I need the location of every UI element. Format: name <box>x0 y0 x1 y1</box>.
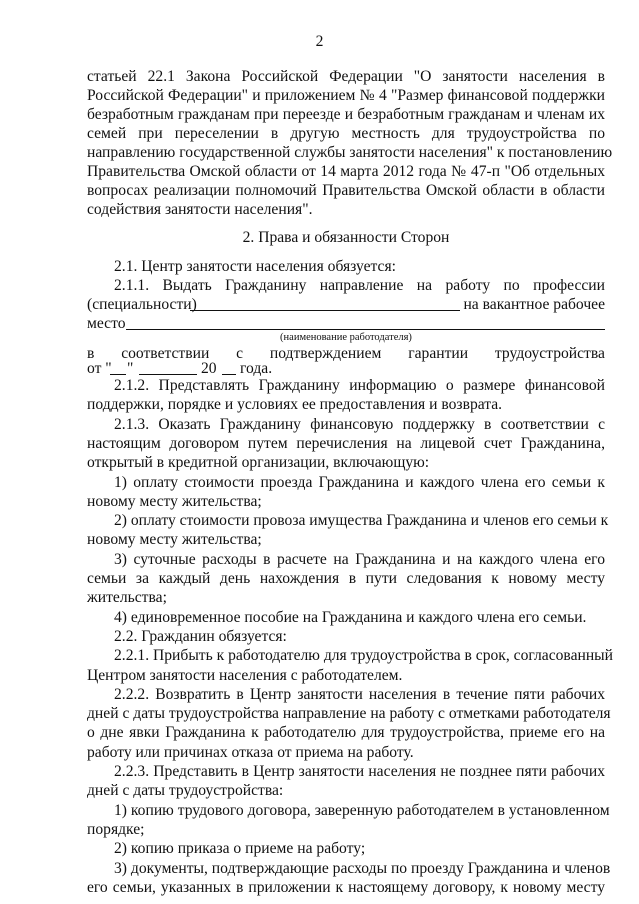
body-line: 3) документы, подтверждающие расходы по проезду Гражданина и членов <box>114 859 611 877</box>
date-year-blank <box>222 374 236 375</box>
intro-line: Правительства Омской области от 14 марта 2012 года № 47-п "Об отдельных <box>87 163 605 180</box>
body-line: 1) копию трудового договора, заверенную работодателем в установленном <box>114 801 610 819</box>
guarantee-word: с <box>236 345 244 362</box>
date-god: года. <box>240 360 273 377</box>
body-line: 2.2.2. Возвратить в Центр занятости населения в течение пяти рабочих <box>114 685 605 703</box>
guarantee-word: соответствии <box>121 345 210 362</box>
body-line: порядке; <box>87 820 145 838</box>
clause-2-1-1: 2.1.1. Выдать Гражданину направление на работу по профессии <box>114 277 605 294</box>
specialty-label: (специальности) <box>87 296 197 313</box>
body-line: новому месту жительства; <box>87 492 262 510</box>
body-line: 2.1.2. Представлять Гражданину информацию о размере финансовой <box>114 377 605 394</box>
body-line: о дне явки Гражданина к работодателю для трудоустройства, приеме его на <box>87 724 605 742</box>
body-line: 3) суточные расходы в расчете на Гражданина и на каждого члена его <box>114 550 605 568</box>
body-line: 2) копию приказа о приеме на работу; <box>114 840 366 858</box>
date-month-blank <box>139 374 197 375</box>
employer-caption: (наименование работодателя) <box>280 332 412 343</box>
intro-line: статьей 22.1 Закона Российской Федерации "О занятости населения в <box>87 68 605 85</box>
intro-line: вопросах реализации полномочий Правительства Омской области в области <box>87 182 605 199</box>
body-line: 1) оплату стоимости проезда Гражданина и каждого члена его семьи к <box>114 473 605 491</box>
obligations-heading: 2.1. Центр занятости населения обязуется: <box>114 258 396 275</box>
body-line: 2.2. Гражданин обязуется: <box>114 627 287 645</box>
date-year: 20 <box>201 360 217 377</box>
intro-line: направлению государственной службы занятости населения" к постановлению <box>87 144 613 161</box>
body-line: 4) единовременное пособие на Гражданина и каждого члена его семьи. <box>114 608 587 626</box>
body-line: новому месту жительства; <box>87 531 262 549</box>
place-label: место <box>87 315 126 332</box>
body-line: 2) оплату стоимости провоза имущества Гражданина и членов его семьи к <box>114 512 609 530</box>
body-line: работу или причинах отказа от приема на работу. <box>87 743 414 761</box>
body-line: его семьи, указанных в приложении к настоящему договору, к новому месту <box>87 878 605 896</box>
date-quote: " <box>127 360 134 377</box>
intro-line: Российской Федерации" и приложением № 4 "Размер финансовой поддержки <box>87 87 605 104</box>
intro-line: содействия занятости населения". <box>87 201 313 218</box>
body-line: Центром занятости населения с работодателем. <box>87 666 403 684</box>
body-line: 2.1.3. Оказать Гражданину финансовую поддержку в соответствии с <box>114 415 605 433</box>
section-title: 2. Права и обязанности Сторон <box>242 229 450 246</box>
body-line: дней с даты трудоустройства: <box>87 782 284 800</box>
page-number: 2 <box>315 33 324 50</box>
body-line: поддержки, порядке и условиях ее предоставления и возврата. <box>87 396 503 414</box>
intro-line: семей при переселении в другую местность для трудоустройства по <box>87 125 605 142</box>
employer-blank <box>126 329 605 330</box>
guarantee-word: в <box>87 345 95 362</box>
body-line: 2.2.1. Прибыть к работодателю для трудоустройства в срок, согласованный <box>114 647 614 665</box>
guarantee-word: трудоустройства <box>494 345 605 362</box>
guarantee-word: подтверждением <box>269 345 382 362</box>
body-line: 2.2.3. Представить в Центр занятости населения не позднее пяти рабочих <box>114 763 605 780</box>
guarantee-word: гарантии <box>408 345 469 362</box>
body-line: настоящим договором путем перечисления на лицевой счет Гражданина, <box>87 434 605 452</box>
body-line: открытый в кредитной организации, включающую: <box>87 454 430 472</box>
body-line: семьи за каждый день нахождения в пути следования к новому месту <box>87 570 605 587</box>
specialty-blank <box>190 310 460 311</box>
intro-line: безработным гражданам при переезде и безработным гражданам и членам их <box>87 106 605 123</box>
date-ot: от " <box>87 360 112 377</box>
vacancy-text: на вакантное рабочее <box>463 296 605 313</box>
date-day-blank <box>110 374 126 375</box>
body-line: жительства; <box>87 589 167 607</box>
body-line: дней с даты трудоустройства направление на работу с отметками работодателя <box>87 705 611 723</box>
